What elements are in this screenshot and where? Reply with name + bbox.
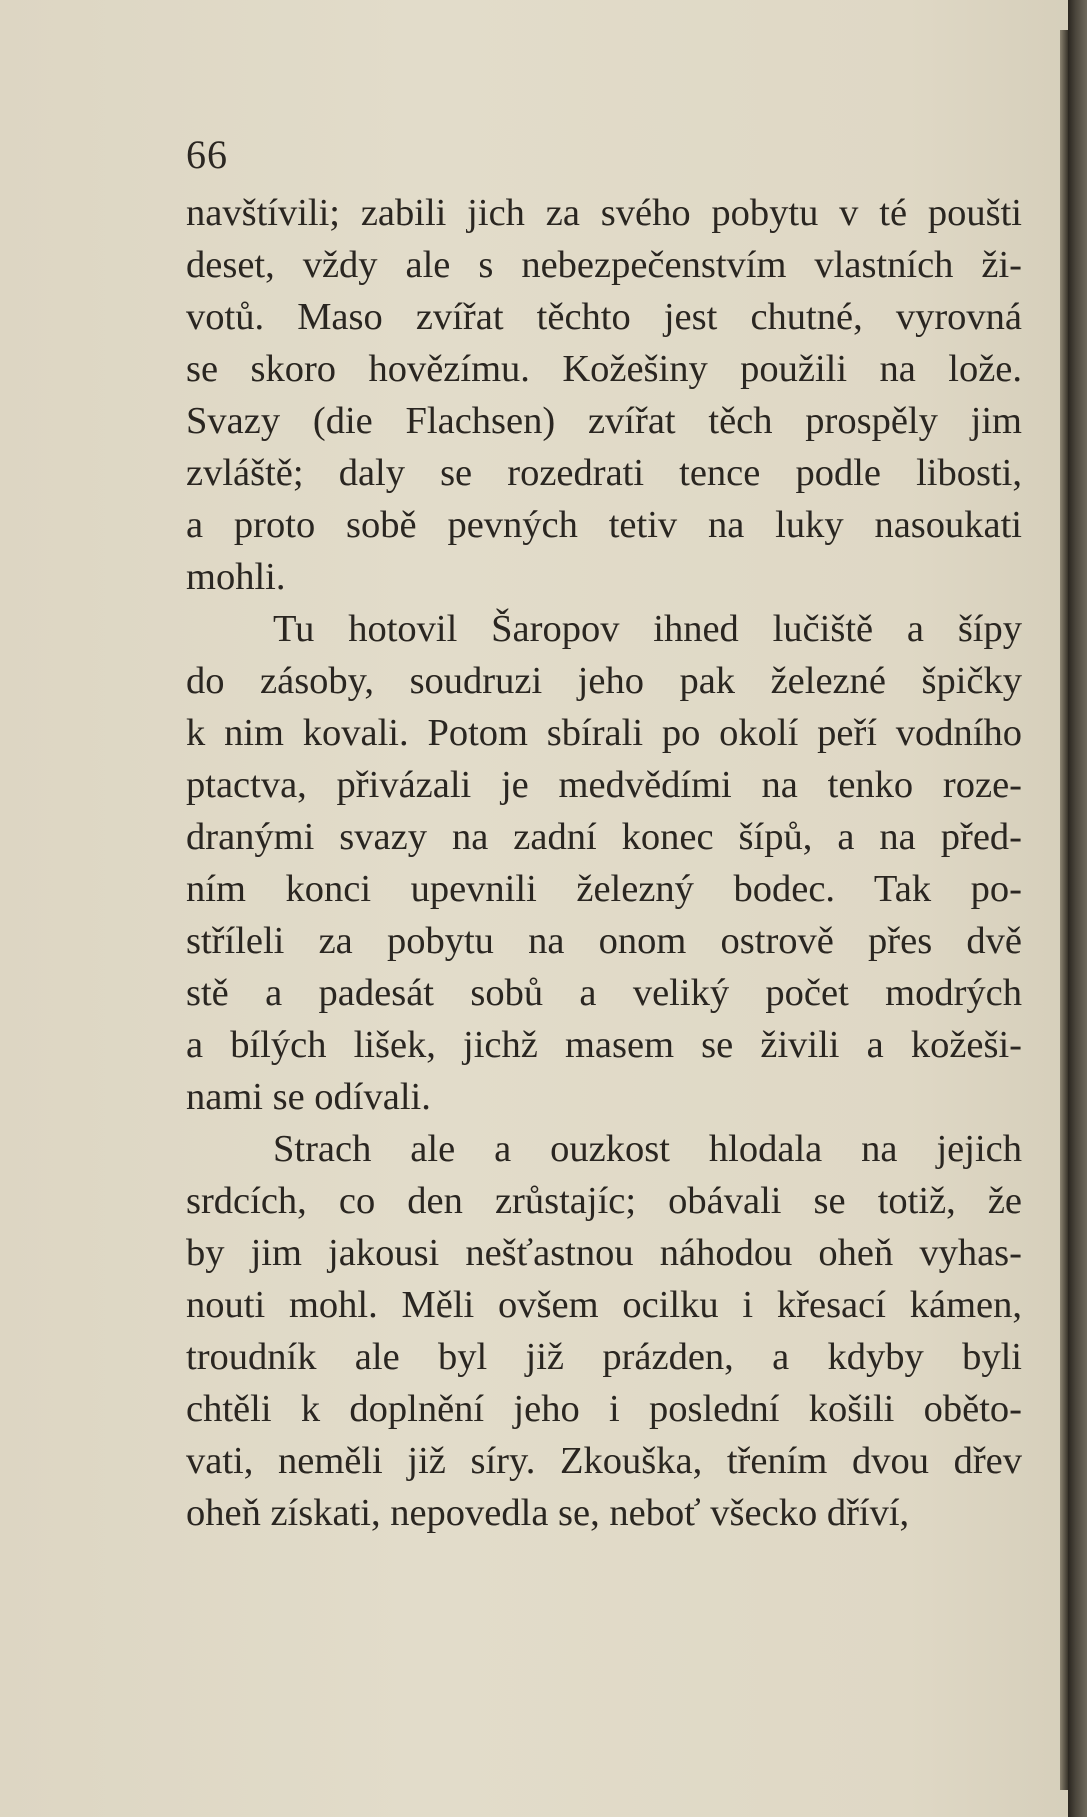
text-line: srdcích, co den zrůstajíc; obávali se totiž, že [186,1180,1022,1222]
text-line: k nim kovali. Potom sbírali po okolí peří vodního [186,712,1022,754]
text-line: Svazy (die Flachsen) zvířat těch prospěly jim [186,400,1022,442]
text-line: a bílých lišek, jichž masem se živili a kožeši- [186,1024,1022,1066]
text-line: vati, neměli již síry. Zkouška, třením dvou dřev [186,1440,1022,1482]
page-shadow [1060,30,1068,1790]
text-line: votů. Maso zvířat těchto jest chutné, vyrovná [186,296,1022,338]
text-line: oheň získati, nepovedla se, neboť všecko dříví, [186,1492,910,1534]
text-line: stě a padesát sobů a veliký počet modrých [186,972,1022,1014]
text-line: mohli. [186,556,286,598]
text-line: Strach ale a ouzkost hlodala na jejich [273,1128,1022,1170]
text-line: navštívili; zabili jich za svého pobytu v té poušti [186,192,1022,234]
text-line: Tu hotovil Šaropov ihned lučiště a šípy [273,608,1022,650]
text-line: ptactva, přivázali je medvědími na tenko roze- [186,764,1022,806]
text-line: zvláště; daly se rozedrati tence podle libosti, [186,452,1022,494]
text-line: do zásoby, soudruzi jeho pak železné špičky [186,660,1022,702]
text-line: chtěli k doplnění jeho i poslední košili oběto- [186,1388,1022,1430]
page-number: 66 [186,132,228,177]
text-line: troudník ale byl již prázden, a kdyby byli [186,1336,1022,1378]
text-line: nami se odívali. [186,1076,431,1118]
body-text [186,187,1022,1539]
text-line: ním konci upevnili železný bodec. Tak po- [186,868,1022,910]
text-line: dranými svazy na zadní konec šípů, a na před- [186,816,1022,858]
text-line: se skoro hovězímu. Kožešiny použili na lože. [186,348,1022,390]
text-line: a proto sobě pevných tetiv na luky nasoukati [186,504,1022,546]
text-line: deset, vždy ale s nebezpečenstvím vlastních ži- [186,244,1022,286]
text-line: stříleli za pobytu na onom ostrově přes dvě [186,920,1022,962]
book-edge [1068,0,1087,1817]
text-line: nouti mohl. Měli ovšem ocilku i křesací kámen, [186,1284,1022,1326]
text-line: by jim jakousi nešťastnou náhodou oheň vyhas- [186,1232,1022,1274]
